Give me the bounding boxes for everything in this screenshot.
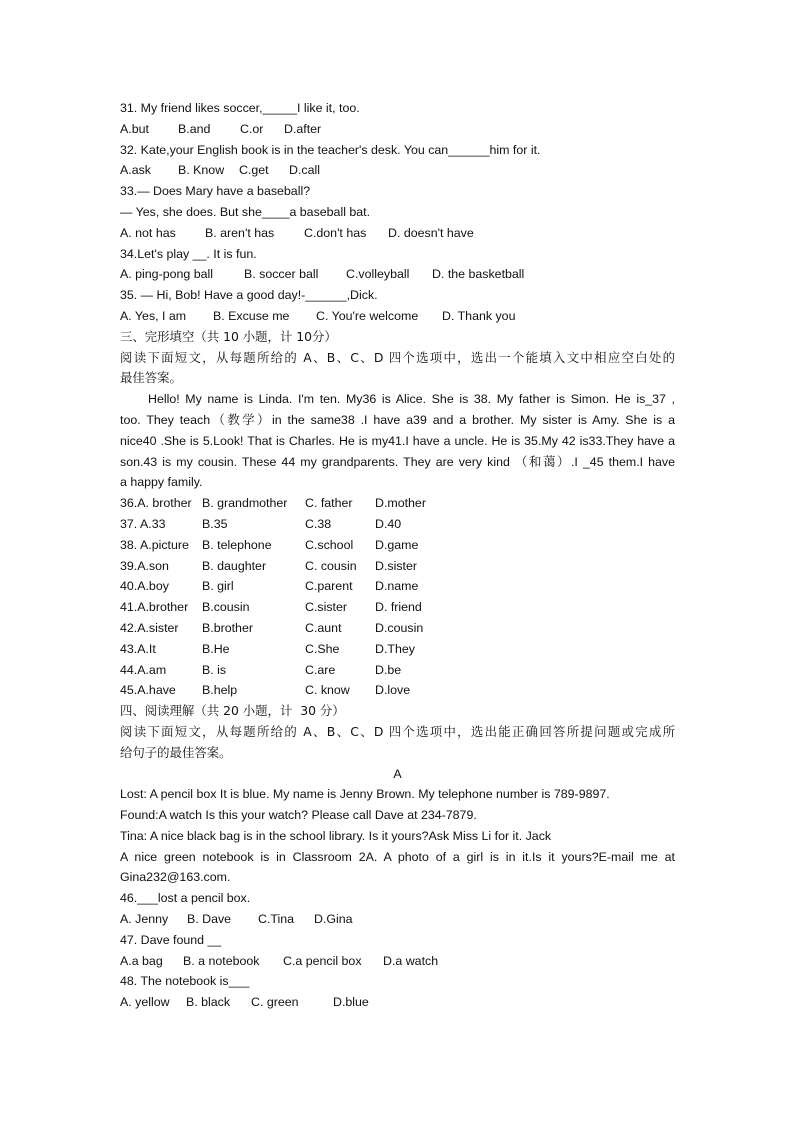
option: C.Tina bbox=[258, 912, 295, 927]
option: C.parent bbox=[305, 579, 353, 594]
section-4-instruction: 阅读下面短文，从每题所给的 A、B、C、D 四个选项中，选出能正确回答所提问题或完成所 bbox=[120, 723, 675, 739]
option: D.cousin bbox=[375, 620, 424, 635]
option: 37. A.33 bbox=[120, 516, 166, 531]
question-33: 33.— Does Mary have a baseball? bbox=[120, 184, 311, 199]
cloze-options-list bbox=[120, 493, 675, 701]
option: B. Excuse me bbox=[213, 308, 290, 323]
cloze-passage-line: a happy family. bbox=[120, 475, 203, 490]
cloze-options-38 bbox=[120, 535, 675, 556]
option: A. yellow bbox=[120, 995, 170, 1010]
option: 45.A.have bbox=[120, 683, 176, 698]
option: B.cousin bbox=[202, 600, 250, 615]
question-48: 48. The notebook is___ bbox=[120, 974, 250, 989]
option: D.40 bbox=[375, 516, 402, 531]
section-4-instruction-cont: 给句子的最佳答案。 bbox=[120, 744, 232, 760]
option: A.a bag bbox=[120, 953, 163, 968]
options-33 bbox=[120, 223, 675, 244]
section-3-instruction: 阅读下面短文，从每题所给的 A、B、C、D 四个选项中，选出一个能填入文中相应空白处的 bbox=[120, 349, 675, 365]
option: D.a watch bbox=[383, 953, 439, 968]
cloze-options-41 bbox=[120, 597, 675, 618]
option: A. Jenny bbox=[120, 912, 169, 927]
option: C.don't has bbox=[304, 225, 367, 240]
notice-email: Gina232@163.com. bbox=[120, 870, 231, 885]
option: C.a pencil box bbox=[283, 953, 362, 968]
option: 40.A.boy bbox=[120, 579, 169, 594]
section-3-instruction-cont: 最佳答案。 bbox=[120, 370, 182, 386]
option: D.after bbox=[284, 121, 322, 136]
option: C. father bbox=[305, 496, 353, 511]
options-32 bbox=[120, 160, 675, 181]
options-48 bbox=[120, 992, 675, 1013]
option: B. is bbox=[202, 662, 227, 677]
option: B. girl bbox=[202, 579, 234, 594]
cloze-options-36 bbox=[120, 493, 675, 514]
option: C.volleyball bbox=[346, 267, 410, 282]
option: 42.A.sister bbox=[120, 620, 179, 635]
option: C.get bbox=[239, 163, 269, 178]
option: C. You're welcome bbox=[316, 308, 419, 323]
option: D. doesn't have bbox=[388, 225, 474, 240]
option: B. a notebook bbox=[183, 953, 260, 968]
option: 41.A.brother bbox=[120, 600, 189, 615]
options-46 bbox=[120, 909, 675, 930]
option: D. Thank you bbox=[442, 308, 516, 323]
option: C.or bbox=[240, 121, 264, 136]
option: A.ask bbox=[120, 163, 151, 178]
option: 36.A. brother bbox=[120, 496, 192, 511]
option: D.love bbox=[375, 683, 411, 698]
option: C.She bbox=[305, 641, 340, 656]
question-46: 46.___lost a pencil box. bbox=[120, 891, 251, 906]
notice-found: Found:A watch Is this your watch? Please call Dave at 234-7879. bbox=[120, 808, 477, 823]
options-47 bbox=[120, 951, 675, 972]
option: B. aren't has bbox=[205, 225, 275, 240]
option: C. know bbox=[305, 683, 350, 698]
option: C.sister bbox=[305, 600, 347, 615]
notice-notebook: A nice green notebook is in Classroom 2A. A photo of a girl is in it.Is it yours?E-mail me at bbox=[120, 849, 675, 864]
cloze-passage-line: too. They teach（教学）in the same38 .I have a39 and a brother. My sister is Amy. She is a bbox=[120, 412, 675, 427]
option: D.Gina bbox=[314, 912, 353, 927]
option: C.38 bbox=[305, 516, 332, 531]
option: B.brother bbox=[202, 620, 253, 635]
option: D.be bbox=[375, 662, 402, 677]
cloze-passage-line: nice40 .She is 5.Look! That is Charles. He is my41.I have a uncle. He is 35.My 42 is33.They have a bbox=[120, 433, 675, 448]
option: B. telephone bbox=[202, 537, 272, 552]
option: C. green bbox=[251, 995, 299, 1010]
cloze-options-37 bbox=[120, 514, 675, 535]
question-32: 32. Kate,your English book is in the teacher's desk. You can______him for it. bbox=[120, 142, 541, 157]
cloze-options-44 bbox=[120, 660, 675, 681]
option: C.are bbox=[305, 662, 336, 677]
option: C.aunt bbox=[305, 620, 342, 635]
question-34: 34.Let's play __. It is fun. bbox=[120, 246, 257, 261]
option: D.game bbox=[375, 537, 419, 552]
option: B. soccer ball bbox=[244, 267, 319, 282]
section-4-heading: 四、阅读理解（共 20 小题，计 30 分） bbox=[120, 703, 345, 719]
cloze-options-45 bbox=[120, 680, 675, 701]
option: B.help bbox=[202, 683, 238, 698]
option: A.but bbox=[120, 121, 149, 136]
options-34 bbox=[120, 264, 675, 285]
question-33-reply: — Yes, she does. But she____a baseball bat. bbox=[120, 204, 371, 219]
option: C. cousin bbox=[305, 558, 357, 573]
question-31: 31. My friend likes soccer,_____I like it, too. bbox=[120, 101, 360, 115]
cloze-options-39 bbox=[120, 556, 675, 577]
option: D.call bbox=[289, 163, 320, 178]
options-31 bbox=[120, 119, 675, 140]
notice-lost: Lost: A pencil box It is blue. My name is Jenny Brown. My telephone number is 789-9897. bbox=[120, 787, 610, 802]
option: B.and bbox=[178, 121, 211, 136]
option: B.35 bbox=[202, 516, 228, 531]
notice-bag: Tina: A nice black bag is in the school library. Is it yours?Ask Miss Li for it. Jack bbox=[120, 828, 552, 843]
option: B. black bbox=[186, 995, 231, 1010]
option: D.They bbox=[375, 641, 415, 656]
cloze-options-43 bbox=[120, 639, 675, 660]
option: A. ping-pong ball bbox=[120, 267, 213, 282]
passage-label: A bbox=[393, 766, 402, 781]
option: D.name bbox=[375, 579, 419, 594]
option: B.He bbox=[202, 641, 230, 656]
option: D.mother bbox=[375, 496, 426, 511]
exam-page bbox=[120, 98, 675, 1013]
cloze-options-40 bbox=[120, 576, 675, 597]
option: B. daughter bbox=[202, 558, 267, 573]
option: A. Yes, I am bbox=[120, 308, 187, 323]
option: D.blue bbox=[333, 995, 369, 1010]
question-35: 35. — Hi, Bob! Have a good day!-______,Dick. bbox=[120, 288, 378, 303]
options-35 bbox=[120, 306, 675, 327]
cloze-options-42 bbox=[120, 618, 675, 639]
option: 38. A.picture bbox=[120, 537, 189, 552]
option: 44.A.am bbox=[120, 662, 167, 677]
cloze-passage-line: son.43 is my cousin. These 44 my grandparents. They are very kind （和蔼）.I _45 them.I have bbox=[120, 454, 675, 469]
option: B. grandmother bbox=[202, 496, 288, 511]
cloze-passage-line: Hello! My name is Linda. I'm ten. My36 is Alice. She is 38. My father is Simon. He is_37 , bbox=[148, 392, 675, 407]
section-3-heading: 三、完形填空（共 10 小题，计 10分） bbox=[120, 328, 337, 344]
option: A. not has bbox=[120, 225, 176, 240]
question-47: 47. Dave found __ bbox=[120, 932, 222, 947]
option: C.school bbox=[305, 537, 354, 552]
option: 43.A.It bbox=[120, 641, 156, 656]
option: D. the basketball bbox=[432, 267, 525, 282]
option: D. friend bbox=[375, 600, 422, 615]
option: B. Know bbox=[178, 163, 225, 178]
option: 39.A.son bbox=[120, 558, 169, 573]
option: B. Dave bbox=[187, 912, 232, 927]
option: D.sister bbox=[375, 558, 417, 573]
